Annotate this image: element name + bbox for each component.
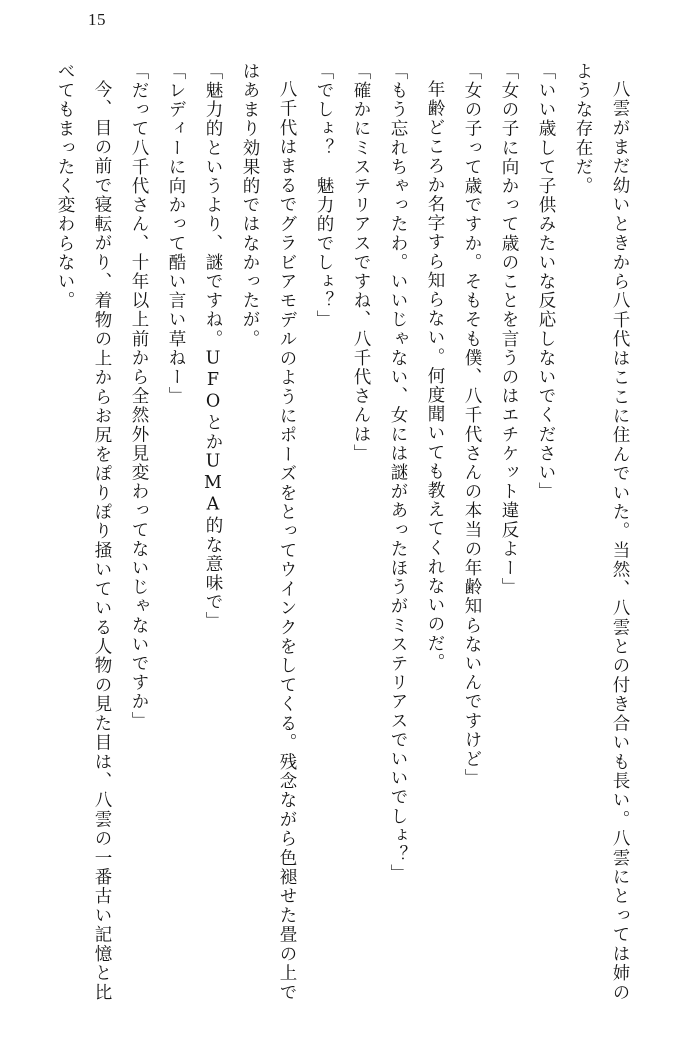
paragraph: 八千代はまるでグラビアモデルのようにポーズをとってウインクをしてくる。残念ながら色褪せた畳の上ではあまり効果的ではなかったが。 xyxy=(240,62,297,1002)
paragraph: 今、目の前で寝転がり、着物の上からお尻をぽりぽり掻いている人物の見た目は、八雲の一番古い記憶と比べてもまったく変わらない。 xyxy=(55,62,112,1002)
paragraph: 「でしょ？ 魅力的でしょ？」 xyxy=(314,62,334,330)
paragraph: 「レディーに向かって酷い言い草ねー」 xyxy=(166,62,186,406)
paragraph: 「女の子に向かって歳のことを言うのはエチケット違反よー」 xyxy=(499,62,519,597)
paragraph: 「だって八千代さん、十年以上前から全然外見変わってないじゃないですか」 xyxy=(129,62,149,731)
page-text-body xyxy=(55,62,638,1002)
paragraph: 「もう忘れちゃったわ。いいじゃない、女には謎があったほうがミステリアスでいいでしょ？」 xyxy=(388,62,408,884)
paragraph: 「女の子って歳ですか。そもそも僕、八千代さんの本当の年齢知らないんですけど」 xyxy=(462,62,482,788)
paragraph: 「確かにミステリアスですね、八千代さんは」 xyxy=(351,62,371,464)
paragraph: 「魅力的というより、謎ですね。UFOとかUMA的な意味で」 xyxy=(203,62,223,631)
page-number: 15 xyxy=(88,10,106,29)
paragraph: 八雲がまだ幼いときから八千代はここに住んでいた。当然、八雲との付き合いも長い。八雲にとっては姉のような存在だ。 xyxy=(573,62,630,1002)
paragraph: 年齢どころか名字すら知らない。何度聞いても教えてくれないのだ。 xyxy=(425,80,445,673)
paragraph: 「いい歳して子供みたいな反応しないでください」 xyxy=(536,62,556,502)
